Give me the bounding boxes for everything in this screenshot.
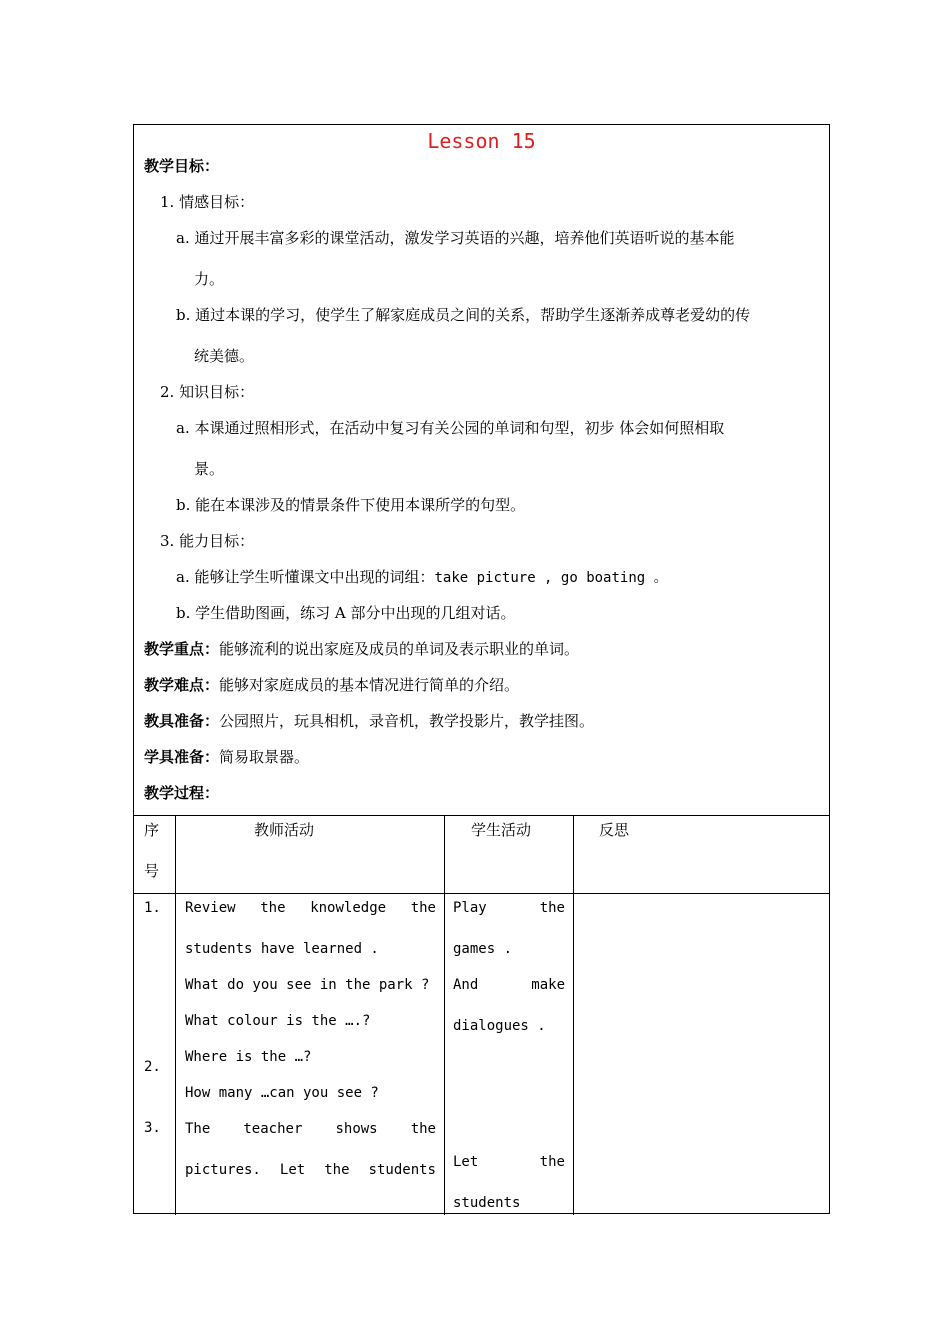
student-line-1-word: the bbox=[539, 900, 565, 916]
teacher-line-1-word: the bbox=[410, 900, 436, 916]
emotional-objective-heading: 1. 情感目标： bbox=[160, 193, 255, 211]
teacher-line-6: How many …can you see ? bbox=[185, 1085, 379, 1101]
lesson-plan-frame bbox=[133, 124, 830, 1214]
student-line-5-word: Let bbox=[453, 1154, 479, 1170]
knowledge-objective-heading: 2. 知识目标： bbox=[160, 383, 255, 401]
student-line-1-word: Play bbox=[453, 900, 487, 916]
teacher-line-8-word: pictures. bbox=[185, 1162, 261, 1178]
teacher-line-7 bbox=[185, 1121, 436, 1137]
table-top-border bbox=[134, 815, 829, 816]
column-divider-1 bbox=[175, 815, 176, 1215]
lesson-title: Lesson 15 bbox=[427, 129, 536, 153]
teacher-line-2: students have learned . bbox=[185, 941, 379, 957]
emotional-objective-a-line2: 力。 bbox=[194, 270, 225, 288]
student-line-2: games . bbox=[453, 941, 513, 957]
ability-objective-a-phrases: take picture , go boating 。 bbox=[434, 570, 668, 586]
ability-objective-b-line1: b. 学生借助图画，练习 A 部分中出现的几组对话。 bbox=[176, 604, 516, 622]
knowledge-objective-a-line1: a. 本课通过照相形式，在活动中复习有关公园的单词和句型，初步 体会如何照相取 bbox=[176, 419, 725, 437]
teacher-line-3: What do you see in the park ? bbox=[185, 977, 430, 993]
knowledge-objective-b-line1: b. 能在本课涉及的情景条件下使用本课所学的句型。 bbox=[176, 496, 526, 514]
knowledge-objective-a-line2: 景。 bbox=[194, 460, 225, 478]
teacher-line-1-word: knowledge bbox=[310, 900, 387, 916]
difficulties-line bbox=[144, 674, 519, 695]
ability-objective-a-prefix: a. 能够让学生听懂课文中出现的词组： bbox=[176, 568, 435, 586]
table-header-border bbox=[134, 893, 829, 894]
teacher-line-1-word: the bbox=[260, 900, 286, 916]
student-prep-line bbox=[144, 746, 309, 767]
key-points-line bbox=[144, 638, 579, 659]
teacher-line-8-word: the bbox=[324, 1162, 350, 1178]
header-student-activity: 学生活动 bbox=[471, 821, 532, 839]
difficulties-text: 能够对家庭成员的基本情况进行简单的介绍。 bbox=[219, 676, 520, 694]
column-divider-3 bbox=[573, 815, 574, 1215]
teacher-line-5: Where is the …? bbox=[185, 1049, 312, 1065]
key-points-text: 能够流利的说出家庭及成员的单词及表示职业的单词。 bbox=[219, 640, 580, 658]
teacher-line-8-word: students bbox=[368, 1162, 436, 1178]
header-teacher-activity: 教师活动 bbox=[254, 821, 315, 839]
teacher-prep-line bbox=[144, 710, 594, 731]
teacher-line-7-word: shows bbox=[335, 1121, 378, 1137]
header-seq-line2: 号 bbox=[144, 862, 160, 880]
emotional-objective-a-line1: a. 通过开展丰富多彩的课堂活动，激发学习英语的兴趣，培养他们英语听说的基本能 bbox=[176, 229, 735, 247]
key-points-label: 教学重点： bbox=[144, 640, 220, 658]
student-line-3-word: And bbox=[453, 977, 479, 993]
student-line-1 bbox=[453, 900, 565, 916]
teacher-line-4: What colour is the ….? bbox=[185, 1013, 371, 1029]
column-divider-2 bbox=[444, 815, 445, 1215]
seq-number-1: 1. bbox=[144, 900, 161, 916]
seq-number-2: 2. bbox=[144, 1059, 161, 1075]
seq-number-3: 3. bbox=[144, 1120, 161, 1136]
teacher-line-7-word: The bbox=[185, 1121, 211, 1137]
difficulties-label: 教学难点： bbox=[144, 676, 220, 694]
student-prep-label: 学具准备： bbox=[144, 748, 220, 766]
ability-objective-a-line1 bbox=[176, 566, 668, 587]
student-prep-text: 简易取景器。 bbox=[219, 748, 310, 766]
teacher-line-8-word: Let bbox=[279, 1162, 306, 1178]
header-reflection: 反思 bbox=[599, 821, 630, 839]
student-line-5 bbox=[453, 1154, 565, 1170]
teacher-line-1-word: Review bbox=[185, 900, 236, 916]
emotional-objective-b-line2: 统美德。 bbox=[194, 347, 255, 365]
teacher-line-7-word: teacher bbox=[243, 1121, 303, 1137]
objectives-heading: 教学目标： bbox=[144, 157, 220, 175]
student-line-5-word: the bbox=[539, 1154, 565, 1170]
teacher-prep-label: 教具准备： bbox=[144, 712, 220, 730]
teacher-line-1 bbox=[185, 900, 436, 916]
header-seq-line1: 序 bbox=[144, 821, 160, 839]
student-line-4: dialogues . bbox=[453, 1018, 546, 1034]
emotional-objective-b-line1: b. 通过本课的学习，使学生了解家庭成员之间的关系，帮助学生逐渐养成尊老爱幼的传 bbox=[176, 306, 751, 324]
ability-objective-heading: 3. 能力目标： bbox=[160, 532, 255, 550]
student-line-6: students bbox=[453, 1195, 521, 1211]
student-line-3-word: make bbox=[531, 977, 565, 993]
student-line-3 bbox=[453, 977, 565, 993]
teacher-line-7-word: the bbox=[410, 1121, 436, 1137]
teacher-prep-text: 公园照片，玩具相机，录音机，教学投影片，教学挂图。 bbox=[219, 712, 595, 730]
process-label: 教学过程： bbox=[144, 784, 220, 802]
teacher-line-8 bbox=[185, 1162, 436, 1178]
